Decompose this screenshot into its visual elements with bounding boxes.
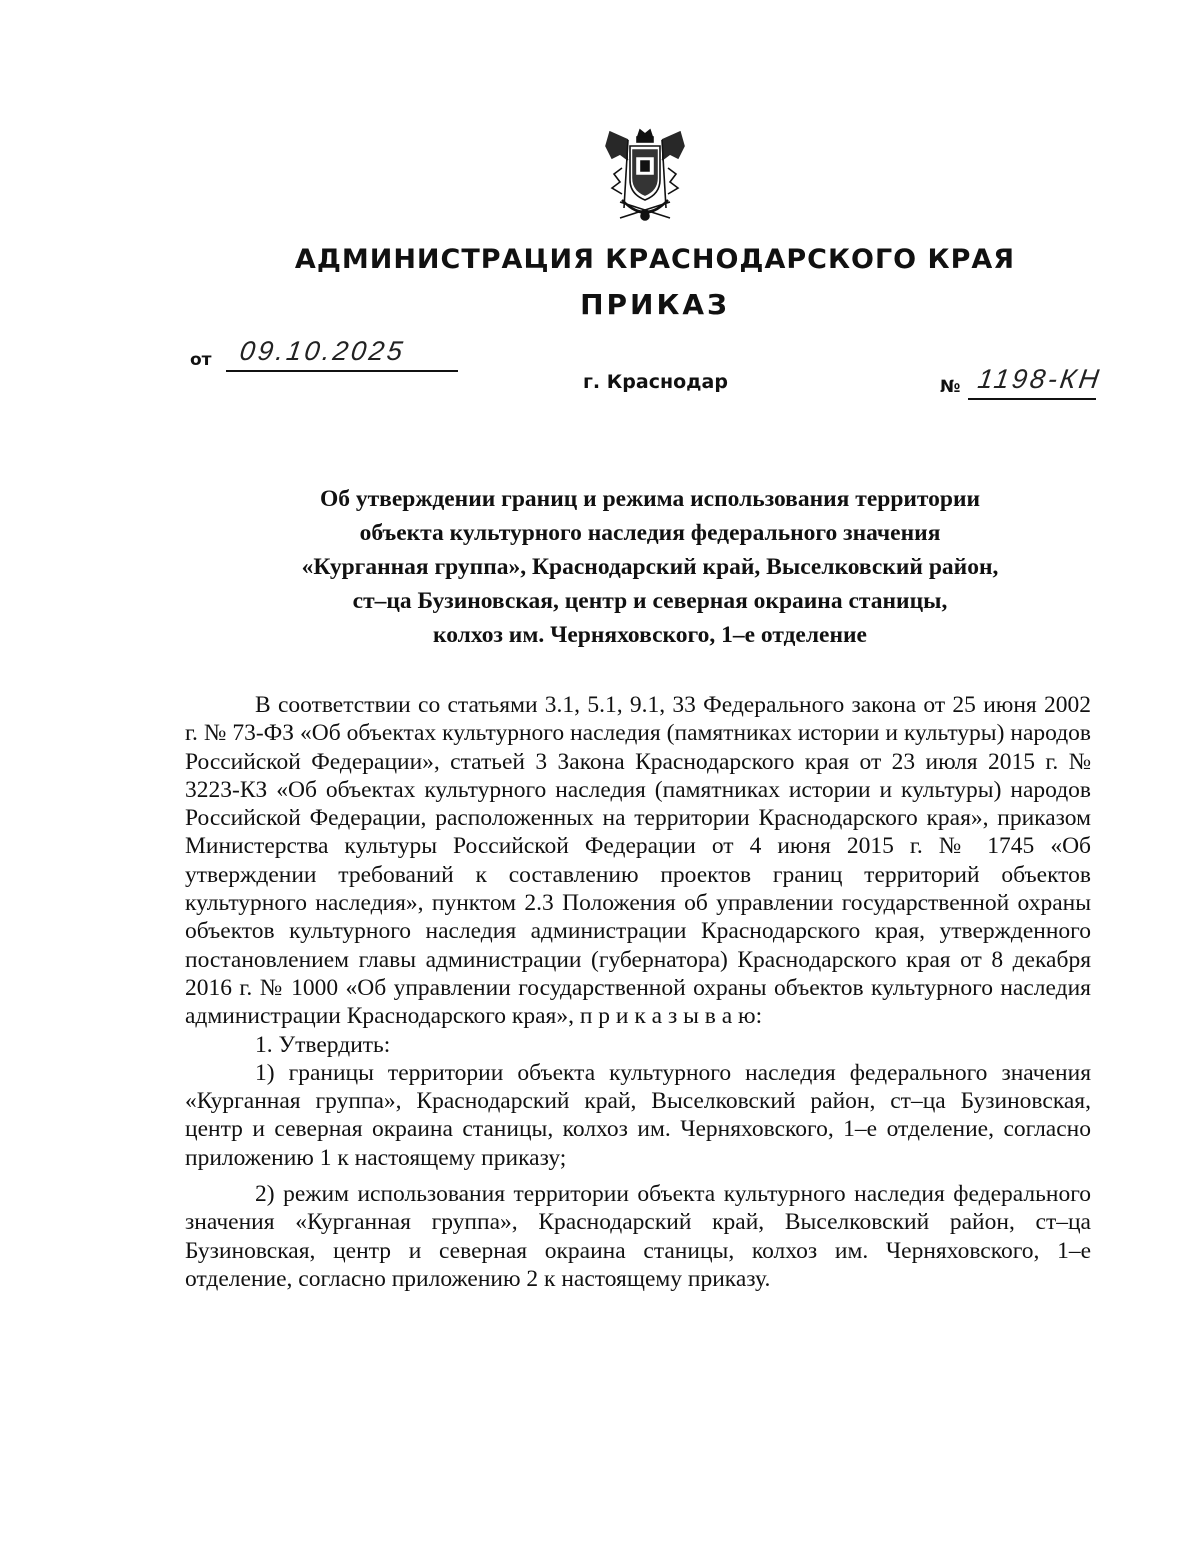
- handwritten-date: 09.10.2025: [237, 336, 408, 366]
- date-underline: [226, 370, 458, 372]
- subject-line: колхоз им. Черняховского, 1–е отделение: [433, 622, 867, 648]
- krasnodar-coat-of-arms-icon: [600, 128, 690, 228]
- item-1: 1. Утвердить:: [255, 1031, 391, 1058]
- organization-title: АДМИНИСТРАЦИЯ КРАСНОДАРСКОГО КРАЯ: [294, 244, 1016, 275]
- handwritten-number: 1198-КН: [975, 364, 1104, 394]
- subject-line: ст–ца Бузиновская, центр и северная окраина станицы,: [352, 588, 948, 614]
- date-label: от: [190, 350, 212, 370]
- number-label: №: [940, 377, 961, 397]
- subject-line: Об утверждении границ и режима использования территории: [319, 486, 981, 512]
- preamble-text: В соответствии со статьями 3.1, 5.1, 9.1, 33 Федерального закона от 25 июня 2002 г. № 73-ФЗ «Об объектах культурного наследия (памятниках истории и культуры) народов Российской Федерации», статьей 3 Закона Краснодарского края от 23 июля 2015 г. № 3223-КЗ «Об объектах культурного наследия (памятниках истории и культуры) народов Российской Федерации, расположенных на территории Краснодарского края», приказом Министерства культуры Российской Федерации от 4 июня 2015 г. № 1745 «Об утверждении требований к составлению проектов границ территорий объектов культурного наследия», пунктом 2.3 Положения об управлении государственной охраны объектов культурного наследия администрации Краснодарского края, утвержденного постановлением главы администрации (губернатора) Краснодарского края от 8 декабря 2016 г. № 1000 «Об управлении государственной охраны объектов культурного наследия администрации Краснодарского края»,: [185, 692, 1091, 1030]
- preamble-paragraph: [185, 691, 1091, 1031]
- item-1-1: 1) границы территории объекта культурного наследия федерального значения «Курганная группа», Краснодарский край, Выселковский район, ст–ца Бузиновская, центр и северная окраина станицы, колхоз им. Черняховского, 1–е отделение, согласно приложению 1 к настоящему приказу;: [185, 1059, 1091, 1171]
- subject-line: «Курганная группа», Краснодарский край, Выселковский район,: [301, 554, 999, 580]
- document-body: [185, 691, 1091, 1293]
- subject-line: объекта культурного наследия федерального значения: [359, 520, 941, 546]
- city-label: г. Краснодар: [583, 371, 728, 393]
- item-1-2: 2) режим использования территории объекта культурного наследия федерального значения «Курганная группа», Краснодарский край, Выселковский район, ст–ца Бузиновская, центр и северная окраина станицы, колхоз им. Черняховского, 1–е отделение, согласно приложению 2 к настоящему приказу.: [185, 1181, 1091, 1292]
- document-subject: [240, 482, 1060, 652]
- order-word: п р и к а з ы в а ю:: [579, 1003, 763, 1030]
- number-underline: [968, 398, 1096, 400]
- document-type: ПРИКАЗ: [580, 288, 730, 321]
